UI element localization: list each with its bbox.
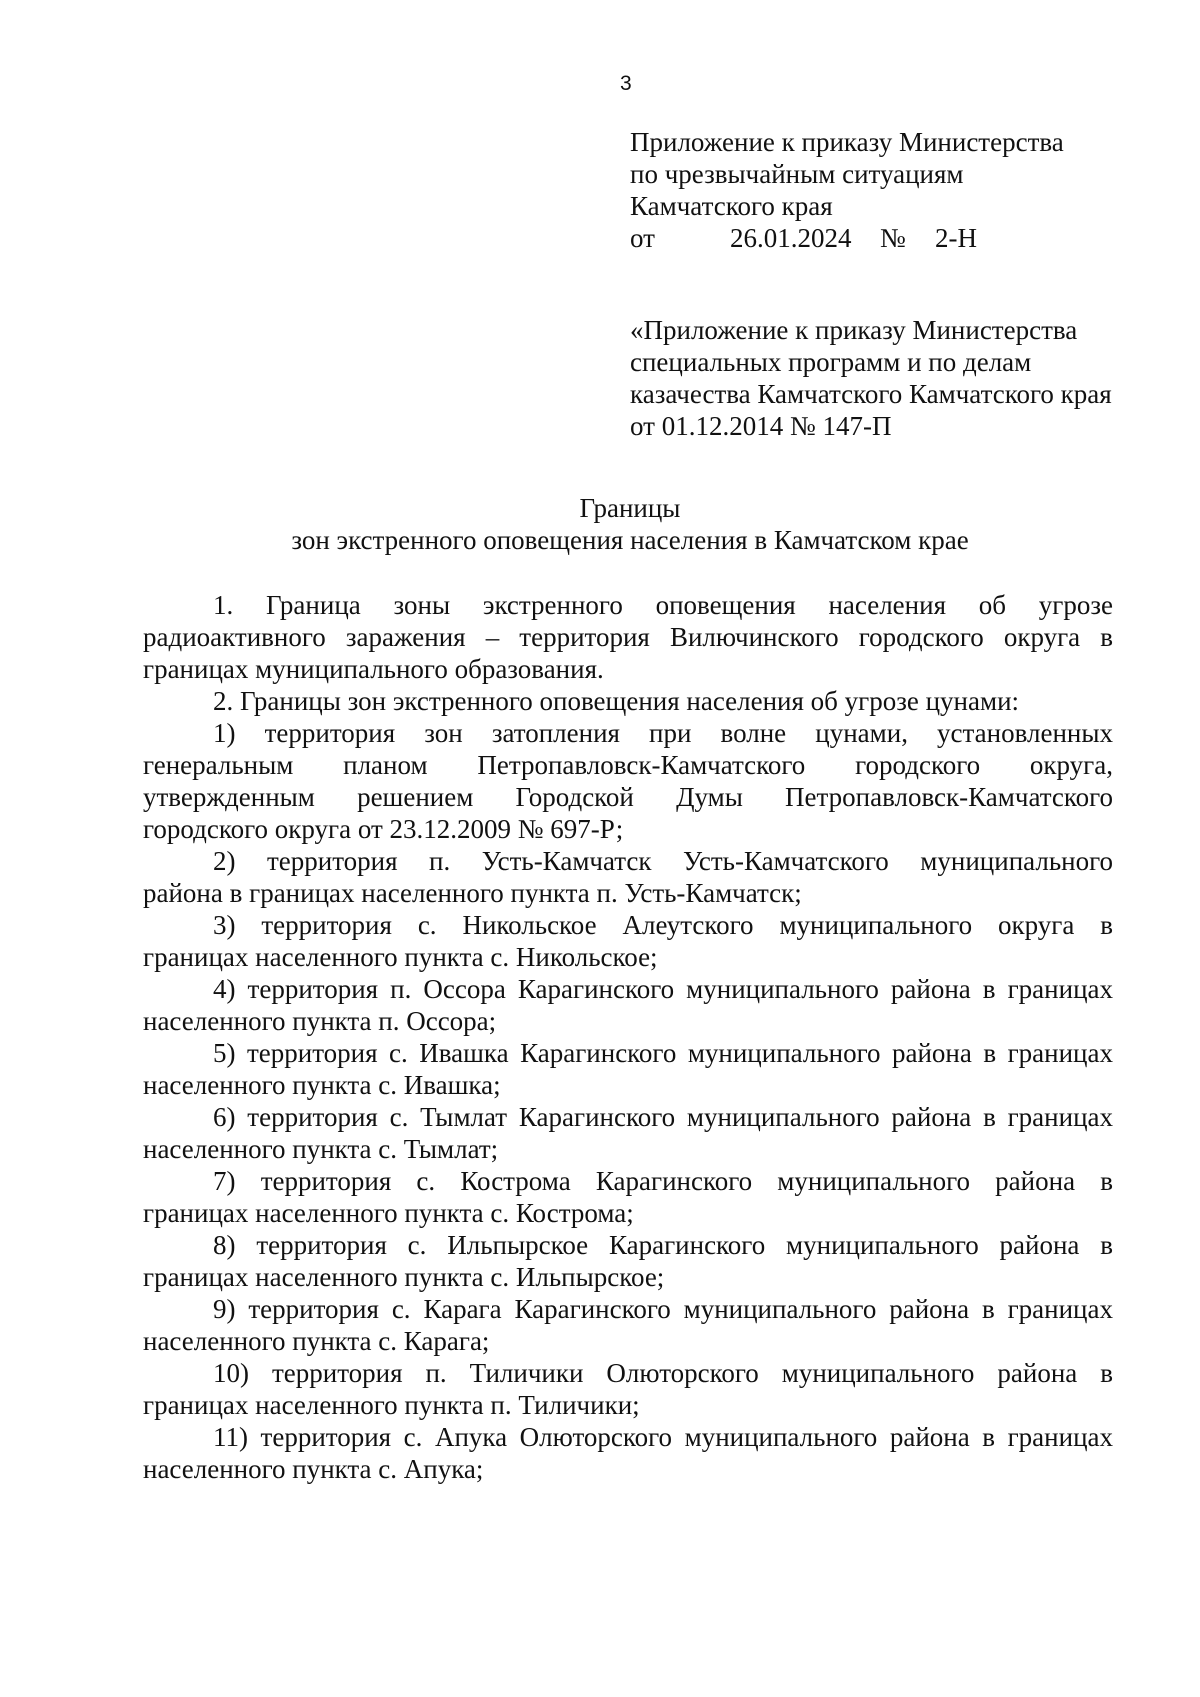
paragraph-line: утвержденным решением Городской Думы Петропавловск-Камчатского <box>143 782 1113 812</box>
paragraph-line: населенного пункта с. Тымлат; <box>143 1134 499 1164</box>
heading-subtitle: зон экстренного оповещения населения в Камчатском крае <box>291 525 969 555</box>
paragraph-line: 8) территория с. Ильпырское Карагинского муниципального района в <box>213 1230 1113 1260</box>
paragraph-line: 7) территория с. Кострома Карагинского муниципального района в <box>213 1166 1113 1196</box>
order-date: 26.01.2024 <box>730 223 852 253</box>
body-paragraph <box>143 973 1113 1037</box>
body-paragraph <box>143 1357 1113 1421</box>
order-date-number <box>630 222 1064 254</box>
paragraph-line: 9) территория с. Карага Карагинского муниципального района в границах <box>213 1294 1113 1324</box>
number-sign: № <box>880 223 906 253</box>
body-paragraph <box>143 1293 1113 1357</box>
body-paragraph <box>143 909 1113 973</box>
paragraph-line: 4) территория п. Оссора Карагинского муниципального района в границах <box>213 974 1113 1004</box>
appendix-line: по чрезвычайным ситуациям <box>630 159 964 189</box>
paragraph-line: генеральным планом Петропавловск-Камчатского городского округа, <box>143 750 1113 780</box>
paragraph-line: 5) территория с. Ивашка Карагинского муниципального района в границах <box>213 1038 1113 1068</box>
paragraph-line: населенного пункта с. Карага; <box>143 1326 490 1356</box>
from-label: от <box>630 223 655 253</box>
paragraph-line: границах населенного пункта с. Никольское; <box>143 942 658 972</box>
heading-title: Границы <box>579 493 681 523</box>
order-number: 2-Н <box>935 223 977 253</box>
body-paragraph <box>143 717 1113 845</box>
page-number: 3 <box>620 72 632 95</box>
appendix-line: казачества Камчатского Камчатского края <box>630 379 1112 409</box>
paragraph-line: района в границах населенного пункта п. Усть-Камчатск; <box>143 878 802 908</box>
paragraph-line: границах населенного пункта с. Ильпырское; <box>143 1262 665 1292</box>
appendix-line: Камчатского края <box>630 191 833 221</box>
paragraph-line: 10) территория п. Тиличики Олюторского муниципального района в <box>213 1358 1113 1388</box>
paragraph-line: 2. Границы зон экстренного оповещения населения об угрозе цунами: <box>213 686 1020 716</box>
document-body <box>143 589 1113 1485</box>
paragraph-line: 1. Граница зоны экстренного оповещения населения об угрозе <box>213 590 1113 620</box>
paragraph-line: 1) территория зон затопления при волне цунами, установленных <box>213 718 1113 748</box>
appendix-line: от 01.12.2014 № 147-П <box>630 411 892 441</box>
paragraph-line: 6) территория с. Тымлат Карагинского муниципального района в границах <box>213 1102 1113 1132</box>
body-paragraph <box>143 1165 1113 1229</box>
paragraph-line: населенного пункта с. Ивашка; <box>143 1070 501 1100</box>
body-paragraph <box>143 1101 1113 1165</box>
paragraph-line: 2) территория п. Усть-Камчатск Усть-Камчатского муниципального <box>213 846 1113 876</box>
body-paragraph <box>143 1421 1113 1485</box>
paragraph-line: границах населенного пункта с. Кострома; <box>143 1198 634 1228</box>
body-paragraph <box>143 685 1113 717</box>
paragraph-line: границах муниципального образования. <box>143 654 604 684</box>
paragraph-line: радиоактивного заражения – территория Вилючинского городского округа в <box>143 622 1113 652</box>
body-paragraph <box>143 845 1113 909</box>
body-paragraph <box>143 1229 1113 1293</box>
paragraph-line: 11) территория с. Апука Олюторского муниципального района в границах <box>213 1422 1113 1452</box>
appendix-original-order <box>630 314 1112 442</box>
paragraph-line: 3) территория с. Никольское Алеутского муниципального округа в <box>213 910 1113 940</box>
appendix-current-order <box>630 126 1064 254</box>
appendix-line: специальных программ и по делам <box>630 347 1032 377</box>
paragraph-line: населенного пункта п. Оссора; <box>143 1006 497 1036</box>
body-paragraph <box>143 589 1113 685</box>
paragraph-line: населенного пункта с. Апука; <box>143 1454 484 1484</box>
body-paragraph <box>143 1037 1113 1101</box>
paragraph-line: городского округа от 23.12.2009 № 697-Р; <box>143 814 624 844</box>
document-heading <box>0 492 1200 556</box>
appendix-line: Приложение к приказу Министерства <box>630 127 1064 157</box>
appendix-line: «Приложение к приказу Министерства <box>630 315 1078 345</box>
paragraph-line: границах населенного пункта п. Тиличики; <box>143 1390 640 1420</box>
